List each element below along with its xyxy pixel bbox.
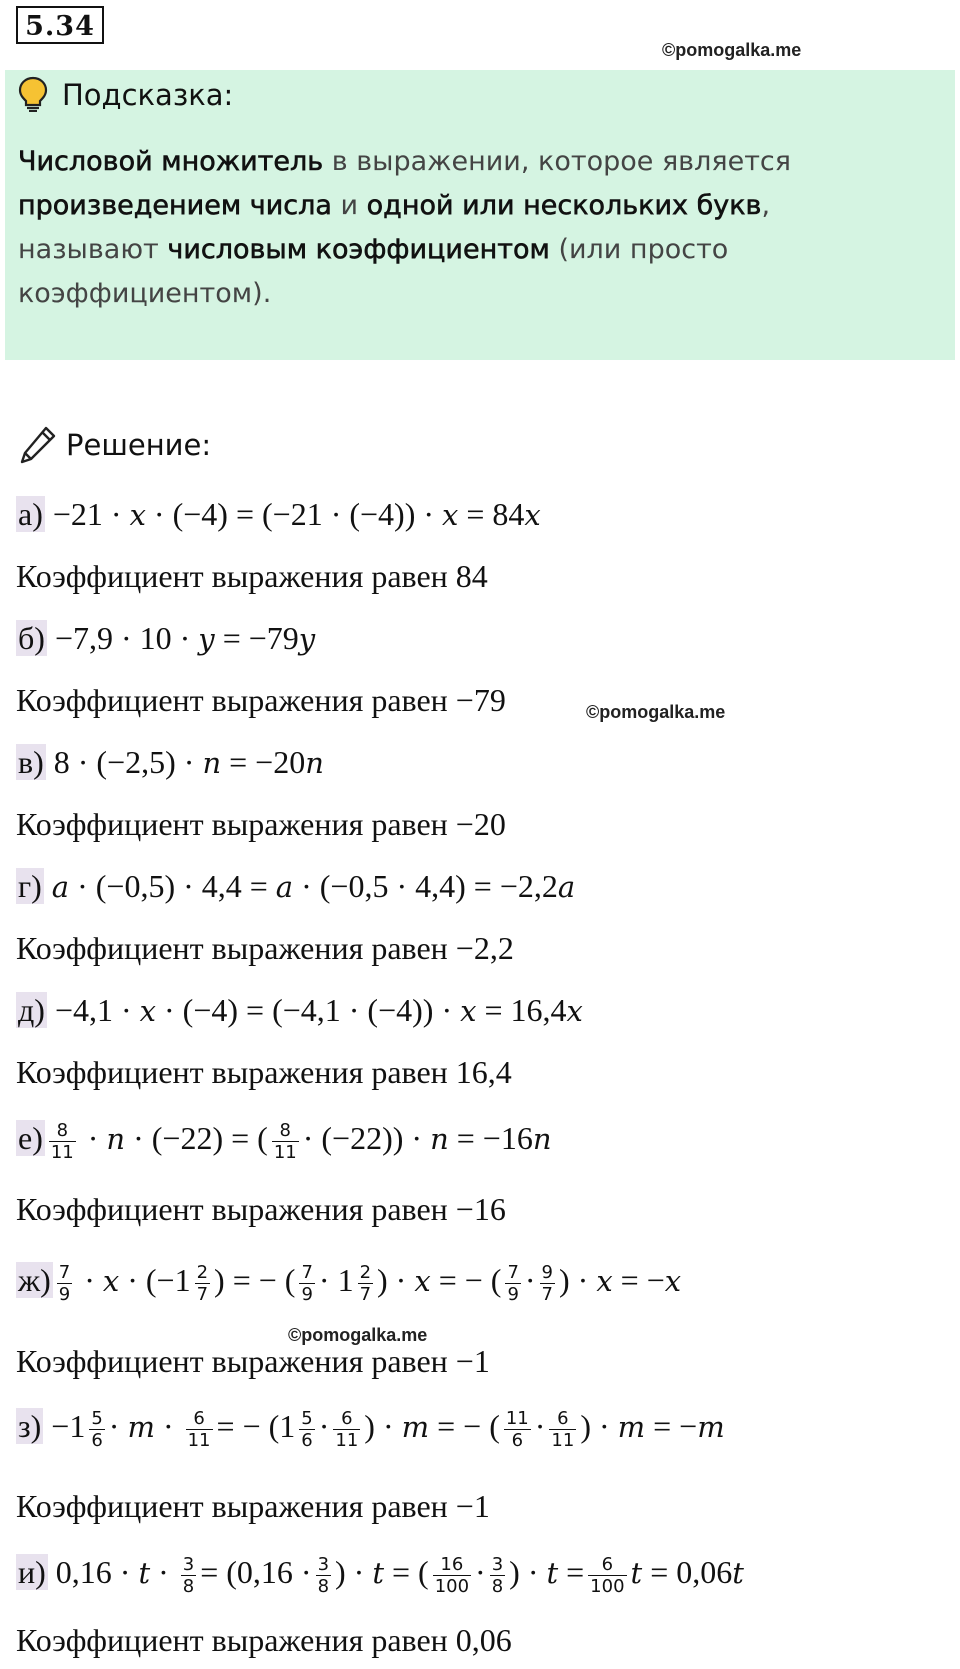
numerator: 3 (317, 1554, 330, 1576)
numerator: 7 (58, 1262, 71, 1284)
solution-title: Решение: (66, 428, 212, 462)
expr-text: · (−22) = ( (125, 1120, 268, 1156)
expr-text: · (108, 1408, 128, 1444)
hint-term-2: произведением числа (18, 190, 332, 221)
coefficient-line-i (16, 1620, 512, 1660)
variable: n (106, 1122, 126, 1156)
expression-h (16, 1406, 725, 1451)
item-label: е) (18, 1120, 43, 1156)
expr-text: = (0,16 · (200, 1554, 312, 1590)
coefficient-line-c (16, 804, 506, 844)
numerator: 16 (433, 1554, 471, 1576)
expr-text: = 0,06 (642, 1554, 733, 1590)
item-label: в) (18, 744, 44, 780)
denominator: 6 (91, 1430, 103, 1452)
coef-value: 16,4 (455, 1054, 512, 1090)
numerator: 5 (301, 1408, 313, 1430)
numerator: 7 (507, 1262, 519, 1284)
fraction (299, 1408, 314, 1451)
variable: n (532, 1122, 552, 1156)
coefficient-line-e (16, 1052, 512, 1092)
variable: x (442, 498, 459, 532)
variable: t (546, 1556, 559, 1590)
coef-value: −1 (455, 1343, 490, 1379)
numerator: 9 (541, 1262, 553, 1284)
expression-c (16, 742, 324, 783)
fraction (272, 1120, 299, 1163)
expr-text: = − ( (430, 1262, 502, 1298)
expr-text: · (−22)) · (302, 1120, 431, 1156)
variable: x (414, 1264, 431, 1298)
coef-value: −1 (455, 1488, 490, 1524)
variable: m (127, 1410, 155, 1444)
variable: m (617, 1410, 646, 1444)
variable: n (305, 746, 324, 780)
denominator: 11 (273, 1142, 297, 1164)
expr-text: = (558, 1554, 585, 1590)
item-label: д) (18, 992, 45, 1028)
variable: x (524, 498, 541, 532)
expr-text: · (−0,5 · 4,4) = −2,2 (293, 868, 558, 904)
coef-value: −2,2 (455, 930, 514, 966)
hint-term-3: одной или нескольких букв (366, 190, 762, 221)
expr-text: = −20 (221, 744, 306, 780)
expr-text: = −79 (214, 620, 299, 656)
denominator: 7 (196, 1284, 209, 1306)
denominator: 6 (511, 1430, 524, 1452)
variable: a (51, 870, 70, 904)
hint-text-6: , называют (18, 190, 771, 265)
watermark: ©pomogalka.me (586, 702, 726, 722)
coef-prefix: Коэффициент выражения равен (16, 1054, 456, 1090)
numerator: 6 (588, 1554, 626, 1576)
fraction (433, 1554, 471, 1597)
numerator: 2 (359, 1262, 372, 1284)
expr-text: = 16,4 (476, 992, 567, 1028)
expression-b (16, 618, 315, 659)
coef-prefix: Коэффициент выражения равен (16, 558, 456, 594)
coef-value: 84 (455, 558, 488, 594)
variable: t (372, 1556, 384, 1590)
expr-text: = − ( (429, 1408, 500, 1444)
expr-text: ) · (377, 1262, 415, 1298)
hint-text-4: и (331, 190, 367, 221)
coefficient-line-g (16, 1341, 490, 1381)
fraction (540, 1262, 555, 1305)
coef-prefix: Коэффициент выражения равен (16, 806, 456, 842)
coefficient-line-h (16, 1486, 490, 1526)
watermark: ©pomogalka.me (662, 40, 802, 60)
variable: y (298, 622, 316, 656)
variable: a (557, 870, 576, 904)
coef-prefix: Коэффициент выражения равен (16, 1191, 456, 1227)
coef-prefix: Коэффициент выражения равен (16, 1622, 456, 1658)
numerator: 6 (549, 1408, 576, 1430)
fraction (89, 1408, 104, 1451)
hint-text (18, 140, 918, 316)
coefficient-line-d (16, 928, 514, 968)
fraction (549, 1408, 576, 1451)
expression-a (16, 494, 541, 535)
coefficient-line-a (16, 556, 488, 596)
fraction (195, 1262, 210, 1305)
fraction (490, 1554, 505, 1597)
expr-text: · (318, 1408, 330, 1444)
expression-i (16, 1552, 744, 1597)
expr-text: ) · (580, 1408, 618, 1444)
coef-value: 0,06 (455, 1622, 512, 1658)
item-label: и) (18, 1554, 46, 1590)
variable: n (202, 746, 222, 780)
numerator: 7 (301, 1262, 313, 1284)
denominator: 9 (507, 1284, 519, 1306)
expr-text: · 1 (318, 1262, 354, 1298)
expr-text: · (524, 1262, 536, 1298)
item-label: з) (18, 1408, 42, 1444)
numerator: 3 (491, 1554, 504, 1576)
fraction (181, 1554, 196, 1597)
numerator: 5 (91, 1408, 103, 1430)
variable: a (275, 870, 294, 904)
hint-text-2: в выражении, которое является (323, 146, 792, 177)
expr-text: −4,1 · (46, 992, 140, 1028)
variable: t (138, 1556, 151, 1590)
numerator: 8 (272, 1120, 299, 1142)
denominator: 11 (187, 1430, 211, 1452)
coef-value: −79 (455, 682, 506, 718)
expr-text: · (150, 1554, 177, 1590)
denominator: 8 (317, 1576, 330, 1598)
expr-text: = − (645, 1408, 698, 1444)
variable: m (697, 1410, 725, 1444)
variable: x (596, 1264, 613, 1298)
hint-title: Подсказка: (62, 78, 234, 112)
expr-text: 0,16 · (47, 1554, 139, 1590)
variable: t (630, 1556, 643, 1590)
denominator: 100 (590, 1576, 625, 1598)
expression-g: ж) $\frac{7}{9}$ · x · (−1 $\frac{2}{7}$ ) = − ( $\frac{7}{9}$ · 1 $\frac{2}{7}$ ) · x = − ( $\frac{7}{9}$ · $\frac{9}{7}$ ) · x = −x (18, 1262, 682, 1306)
lightbulb-icon (17, 76, 49, 117)
fraction (49, 1120, 76, 1163)
coef-prefix: Коэффициент выражения равен (16, 682, 456, 718)
denominator: 11 (50, 1142, 74, 1164)
item-label: б) (18, 620, 45, 656)
expr-text: = 84 (458, 496, 525, 532)
numerator: 11 (505, 1408, 529, 1430)
watermark: ©pomogalka.me (288, 1325, 428, 1345)
fraction (57, 1262, 72, 1305)
coef-value: −16 (455, 1191, 506, 1227)
coefficient-line-b (16, 680, 506, 720)
fraction (504, 1408, 531, 1451)
fraction (316, 1554, 331, 1597)
item-label: ж) (18, 1262, 51, 1298)
denominator: 7 (359, 1284, 372, 1306)
expr-text: = ( (383, 1554, 429, 1590)
coefficient-line-f (16, 1189, 506, 1229)
variable: x (129, 498, 146, 532)
denominator: 11 (551, 1430, 575, 1452)
denominator: 7 (541, 1284, 553, 1306)
fraction (299, 1262, 314, 1305)
variable: x (460, 994, 477, 1028)
expr-text: = − (1 (216, 1408, 296, 1444)
hint-term-4: числовым коэффициентом (167, 234, 550, 265)
coef-prefix: Коэффициент выражения равен (16, 1343, 456, 1379)
expr-text: −7,9 · 10 · (46, 620, 199, 656)
expr-text: −1 (43, 1408, 86, 1444)
expr-text: · (−1 (119, 1262, 191, 1298)
expr-text: 8 · (−2,5) · (45, 744, 203, 780)
expr-text: · (534, 1408, 546, 1444)
fraction (333, 1408, 360, 1451)
coef-prefix: Коэффициент выражения равен (16, 930, 456, 966)
denominator: 100 (434, 1576, 470, 1598)
denominator: 9 (301, 1284, 313, 1306)
variable: x (102, 1264, 120, 1298)
expr-text: · (475, 1554, 486, 1590)
expr-text: · (−4) = (−21 · (−4)) · (145, 496, 443, 532)
expr-text: ) · (509, 1554, 547, 1590)
variable: t (732, 1556, 744, 1590)
hint-term-1: Числовой множитель (18, 146, 324, 177)
numerator: 2 (196, 1262, 209, 1284)
expr-text: −21 · (44, 496, 130, 532)
expr-text: ) · (559, 1262, 597, 1298)
task-number: 5.34 (16, 6, 104, 44)
expr-text: · (154, 1408, 182, 1444)
hint-text-8: (или просто коэффициентом). (18, 234, 729, 309)
numerator: 6 (186, 1408, 213, 1430)
expr-text: · (−4) = (−4,1 · (−4)) · (156, 992, 461, 1028)
denominator: 9 (58, 1284, 71, 1306)
fraction (358, 1262, 373, 1305)
coef-value: −20 (455, 806, 506, 842)
pencil-icon (18, 424, 58, 471)
denominator: 8 (182, 1576, 195, 1598)
expr-text: = − (612, 1262, 665, 1298)
expression-f: е) $\frac{8}{11}$ · n · (−22) = ( $\frac{8}{11}$ · (−22)) · n = −16n (18, 1120, 552, 1164)
item-label: а) (18, 496, 43, 532)
expression-e (16, 990, 583, 1031)
expr-text: = −16 (448, 1120, 533, 1156)
expr-text: ) = − ( (214, 1262, 296, 1298)
variable: x (664, 1264, 682, 1298)
coef-prefix: Коэффициент выражения равен (16, 1488, 456, 1524)
expr-text: ) · (364, 1408, 402, 1444)
expr-text: · (−0,5) · 4,4 = (69, 868, 276, 904)
fraction (505, 1262, 520, 1305)
item-label: г) (18, 868, 42, 904)
numerator: 3 (182, 1554, 195, 1576)
variable: n (430, 1122, 449, 1156)
denominator: 6 (301, 1430, 313, 1452)
fraction (186, 1408, 213, 1451)
variable: x (566, 994, 583, 1028)
expr-text: ) · (335, 1554, 373, 1590)
denominator: 11 (335, 1430, 359, 1452)
fraction (588, 1554, 626, 1597)
variable: m (401, 1410, 430, 1444)
variable: y (198, 622, 215, 656)
expression-d (16, 866, 575, 907)
denominator: 8 (491, 1576, 504, 1598)
numerator: 8 (49, 1120, 76, 1142)
numerator: 6 (333, 1408, 360, 1430)
variable: x (139, 994, 156, 1028)
